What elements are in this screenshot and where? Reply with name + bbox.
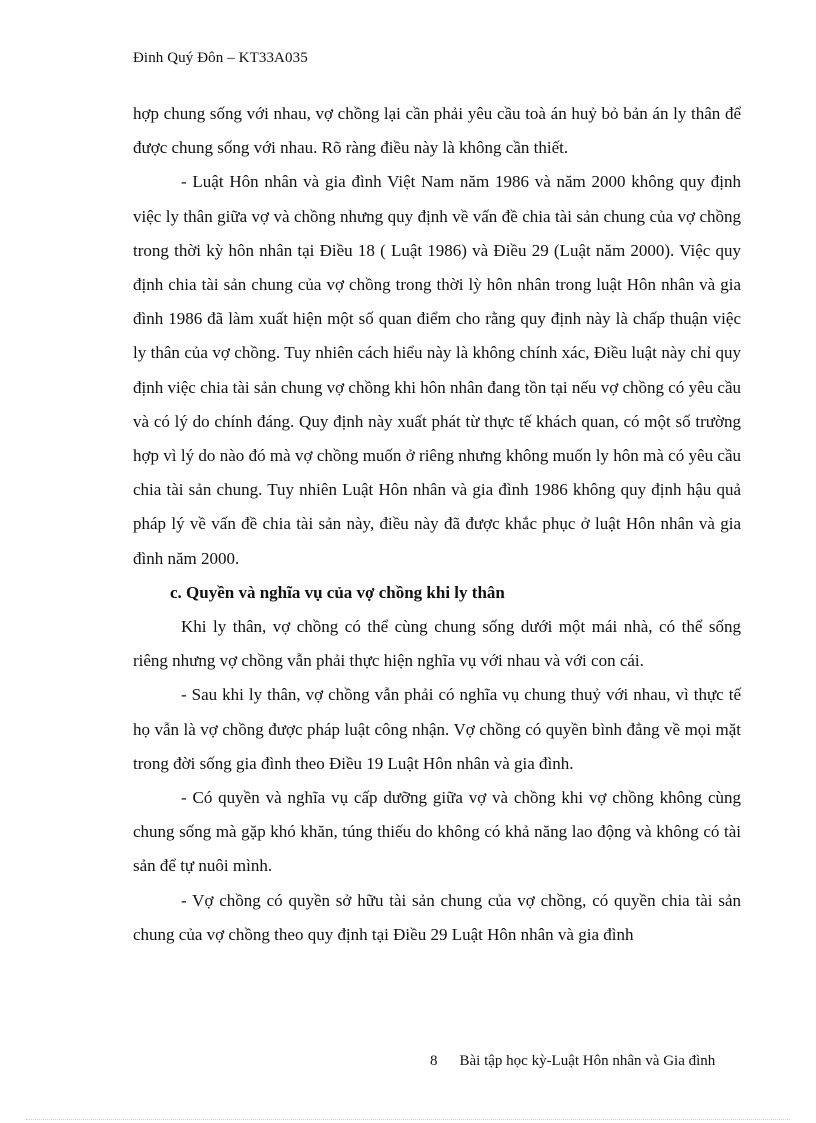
paragraph-continuation: hợp chung sống với nhau, vợ chồng lại cần phải yêu cầu toà án huỷ bỏ bản án ly thân để được chung sống với nhau. Rõ ràng điều này là không cần thiết. (133, 104, 741, 158)
paragraph-law-1986-2000: - Luật Hôn nhân và gia đình Việt Nam năm 1986 và năm 2000 không quy định việc ly thân giữa vợ và chồng nhưng quy định về vấn đề chia tài sản chung của vợ chồng trong thời kỳ hôn nhân tại Điều 18 ( Luật 1986) và Điều 29 (Luật năm 2000). Việc quy định chia tài sản chung của vợ chồng trong thời lỳ hôn nhân trong luật Hôn nhân và gia đình 1986 đã làm xuất hiện một số quan điểm cho rằng quy định này là chấp thuận việc ly thân của vợ chồng. Tuy nhiên cách hiểu này là không chính xác, Điều luật này chỉ quy định việc chia tài sản chung vợ chồng khi hôn nhân đang tồn tại nếu vợ chồng có yêu cầu và có lý do chính đáng. Quy định này xuất phát từ thực tế khách quan, có một số trường hợp vì lý do nào đó mà vợ chồng muốn ở riêng nhưng không muốn ly hôn mà có yêu cầu chia tài sản chung. Tuy nhiên Luật Hôn nhân và gia đình 1986 không quy định hậu quả pháp lý về vấn đề chia tài sản này, điều này đã được khắc phục ở luật Hôn nhân và gia đình năm 2000. (133, 172, 741, 568)
page-footer (430, 1053, 715, 1070)
document-body (133, 97, 741, 952)
page-bottom-divider (26, 1119, 790, 1120)
paragraph-fidelity-duty: - Sau khi ly thân, vợ chồng vẫn phải có nghĩa vụ chung thuỷ với nhau, vì thực tế họ vẫn là vợ chồng được pháp luật công nhận. Vợ chồng có quyền bình đẳng về mọi mặt trong đời sống gia đình theo Điều 19 Luật Hôn nhân và gia đình. (133, 685, 741, 773)
page-number: 8 (430, 1053, 438, 1069)
page-header: Đinh Quý Đôn – KT33A035 (133, 50, 308, 66)
paragraph-separation-intro: Khi ly thân, vợ chồng có thể cùng chung sống dưới một mái nhà, có thể sống riêng nhưng vợ chồng vẫn phải thực hiện nghĩa vụ với nhau và với con cái. (133, 617, 741, 671)
paragraph-support-duty: - Có quyền và nghĩa vụ cấp dưỡng giữa vợ và chồng khi vợ chồng không cùng chung sống mà gặp khó khăn, túng thiếu do không có khả năng lao động và không có tài sản để tự nuôi mình. (133, 788, 741, 876)
section-heading: c. Quyền và nghĩa vụ của vợ chồng khi ly thân (170, 582, 505, 602)
footer-title: Bài tập học kỳ-Luật Hôn nhân và Gia đình (459, 1053, 716, 1069)
paragraph-property-rights: - Vợ chồng có quyền sở hữu tài sản chung của vợ chồng, có quyền chia tài sản chung của vợ chồng theo quy định tại Điều 29 Luật Hôn nhân và gia đình (133, 890, 741, 944)
